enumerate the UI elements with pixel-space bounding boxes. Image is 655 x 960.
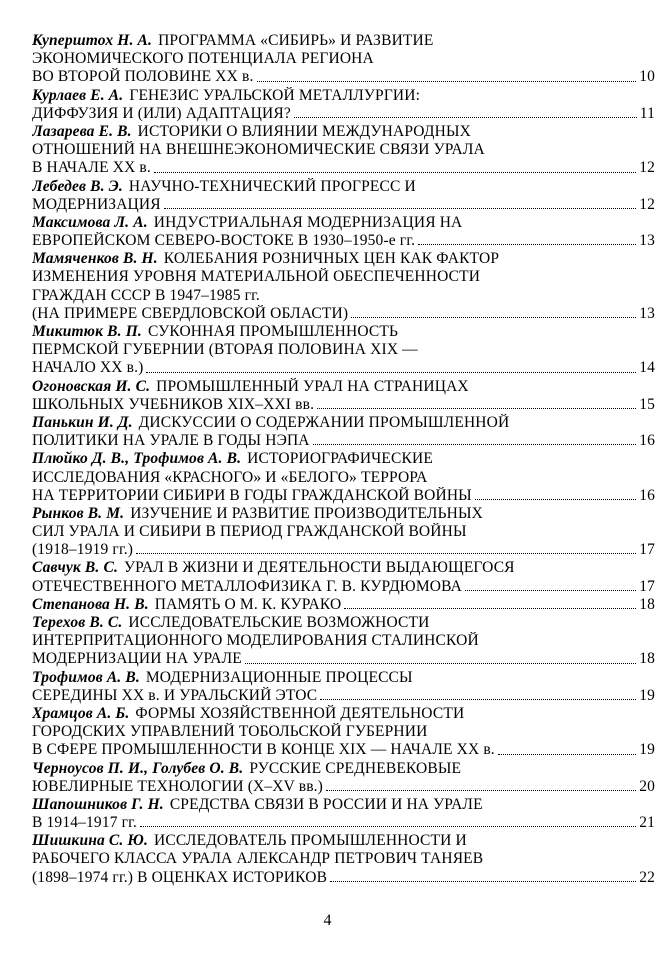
dot-leader (317, 396, 636, 409)
toc-title-text: ДИФФУЗИЯ И (ИЛИ) АДАПТАЦИЯ? (32, 104, 291, 122)
toc-page-ref: 14 (639, 359, 655, 377)
toc-page-ref: 13 (639, 304, 655, 322)
toc-title-text: ИССЛЕДОВАТЕЛЬ ПРОМЫШЛЕННОСТИ И (153, 832, 467, 850)
dot-leader (475, 487, 636, 500)
toc-title-text: НАЧАЛО XX в.) (32, 359, 144, 377)
toc-title-text: МОДЕРНИЗАЦИИ НА УРАЛЕ (32, 650, 242, 668)
toc-page-ref: 16 (639, 432, 655, 450)
toc-entry-line (32, 687, 655, 705)
toc-author: Огоновская И. С. (32, 377, 151, 395)
toc-entry-line (32, 541, 655, 559)
toc-author: Шапошников Г. Н. (32, 795, 164, 813)
toc-title-text: НА ТЕРРИТОРИИ СИБИРИ В ГОДЫ ГРАЖДАНСКОЙ ВОЙНЫ (32, 486, 472, 504)
toc-entry-line (32, 196, 655, 214)
toc-page-ref: 17 (639, 541, 655, 559)
toc-title-text: В 1914–1917 гг. (32, 814, 137, 832)
toc-title-text: ГРАЖДАН СССР В 1947–1985 гг. (32, 286, 260, 304)
toc-entry-line (32, 778, 655, 796)
page-number: 4 (323, 912, 332, 929)
toc-title-text: ЭКОНОМИЧЕСКОГО ПОТЕНЦИАЛА РЕГИОНА (32, 50, 374, 68)
dot-leader (245, 650, 636, 663)
dot-leader (294, 105, 637, 118)
toc-title-text: ИСТОРИКИ О ВЛИЯНИИ МЕЖДУНАРОДНЫХ (137, 122, 471, 140)
toc-title-text: ОТЕЧЕСТВЕННОГО МЕТАЛЛОФИЗИКА Г. В. КУРДЮМОВА (32, 577, 463, 595)
toc-entry (32, 378, 655, 414)
toc-author: Панькин И. Д. (32, 413, 133, 431)
toc-entry (32, 505, 655, 560)
toc-author: Савчук В. С. (32, 559, 118, 577)
toc-entry-text (32, 68, 254, 86)
toc-entry-text (32, 487, 472, 505)
toc-title-text: (1918–1919 гг.) (32, 541, 134, 559)
toc-entry (32, 705, 655, 760)
toc-entry-line (32, 32, 655, 50)
toc-title-text: ПРОМЫШЛЕННЫЙ УРАЛ НА СТРАНИЦАХ (156, 377, 469, 395)
toc-entry (32, 559, 655, 595)
toc-page-ref: 21 (639, 814, 655, 832)
toc-entry-line (32, 50, 655, 68)
toc-entry-text (32, 396, 314, 414)
toc-entry-line (32, 632, 655, 650)
toc-page-ref: 20 (639, 777, 655, 795)
dot-leader (465, 578, 636, 591)
toc-entry (32, 323, 655, 378)
toc-title-text: МОДЕРНИЗАЦИОННЫЕ ПРОЦЕССЫ (145, 668, 413, 686)
toc-title-text: ШКОЛЬНЫХ УЧЕБНИКОВ XIX–XXI вв. (32, 395, 315, 413)
toc-entry-line (32, 432, 655, 450)
toc-author: Плюйко Д. В., Трофимов А. В. (32, 450, 242, 468)
toc-author: Курлаев Е. А. (32, 86, 124, 104)
toc-title-text: СЕРЕДИНЫ XX в. И УРАЛЬСКИЙ ЭТОС (32, 686, 318, 704)
toc-entry-line (32, 141, 655, 159)
toc-author: Рынков В. М. (32, 504, 125, 522)
toc-title-text: КОЛЕБАНИЯ РОЗНИЧНЫХ ЦЕН КАК ФАКТОР (163, 250, 500, 268)
toc-title-text: ИНТЕРПРИТАЦИОННОГО МОДЕЛИРОВАНИЯ СТАЛИНСКОЙ (32, 632, 479, 650)
toc-entry-line (32, 178, 655, 196)
toc-entry-text (32, 650, 242, 668)
dot-leader (164, 196, 636, 209)
table-of-contents (32, 32, 655, 887)
toc-entry (32, 596, 655, 614)
toc-title-text: ИССЛЕДОВАТЕЛЬСКИЕ ВОЗМОЖНОСТИ (128, 614, 430, 631)
dot-leader (330, 869, 636, 882)
toc-title-text: НАУЧНО-ТЕХНИЧЕСКИЙ ПРОГРЕСС И (128, 177, 416, 195)
toc-entry-line (32, 850, 655, 868)
dot-leader (418, 232, 636, 245)
toc-entry-text (32, 105, 291, 123)
toc-entry (32, 250, 655, 323)
toc-page-ref: 13 (639, 232, 655, 250)
toc-title-text: ПЕРМСКОЙ ГУБЕРНИИ (ВТОРАЯ ПОЛОВИНА XIX — (32, 341, 418, 359)
toc-title-text: СУКОННАЯ ПРОМЫШЛЕННОСТЬ (147, 323, 399, 340)
dot-leader (498, 741, 636, 754)
toc-page-ref: 18 (639, 595, 655, 613)
toc-author: Шишкина С. Ю. (32, 832, 148, 850)
toc-author: Черноусов П. И., Голубев О. В. (32, 759, 244, 777)
toc-entry-line (32, 359, 655, 377)
toc-title-text: ЮВЕЛИРНЫЕ ТЕХНОЛОГИИ (X–XV вв.) (32, 777, 323, 795)
toc-author: Лазарева Е. В. (32, 122, 132, 140)
toc-title-text: ВО ВТОРОЙ ПОЛОВИНЕ XX в. (32, 68, 254, 86)
toc-title-text: ИЗУЧЕНИЕ И РАЗВИТИЕ ПРОИЗВОДИТЕЛЬНЫХ (130, 504, 483, 522)
toc-entry-text (32, 159, 151, 177)
toc-title-text: ДИСКУССИИ О СОДЕРЖАНИИ ПРОМЫШЛЕННОЙ (138, 413, 510, 431)
toc-entry-line (32, 505, 655, 523)
toc-title-text: ИСТОРИОГРАФИЧЕСКИЕ (247, 450, 433, 468)
toc-page-ref: 16 (639, 486, 655, 504)
toc-author: Лебедев В. Э. (32, 177, 123, 195)
toc-entry-text (32, 596, 341, 614)
toc-title-text: РУССКИЕ СРЕДНЕВЕКОВЫЕ (249, 759, 462, 777)
toc-author: Терехов В. С. (32, 614, 123, 631)
dot-leader (344, 596, 636, 609)
toc-entry-text (32, 741, 495, 759)
toc-author: Трофимов А. В. (32, 668, 140, 686)
toc-title-text: ГОРОДСКИХ УПРАВЛЕНИЙ ТОБОЛЬСКОЙ ГУБЕРНИИ (32, 723, 428, 741)
toc-title-text: ПОЛИТИКИ НА УРАЛЕ В ГОДЫ НЭПА (32, 432, 310, 450)
dot-leader (313, 432, 637, 445)
toc-entry (32, 760, 655, 796)
dot-leader (257, 68, 637, 81)
toc-entry (32, 214, 655, 250)
toc-title-text: (1898–1974 гг.) В ОЦЕНКАХ ИСТОРИКОВ (32, 868, 328, 886)
dot-leader (140, 814, 636, 827)
toc-entry-line (32, 232, 655, 250)
toc-entry (32, 614, 655, 669)
toc-title-text: ИНДУСТРИАЛЬНАЯ МОДЕРНИЗАЦИЯ НА (153, 213, 463, 231)
toc-title-text: (НА ПРИМЕРЕ СВЕРДЛОВСКОЙ ОБЛАСТИ) (32, 304, 349, 322)
dot-leader (154, 159, 636, 172)
toc-title-text: ФОРМЫ ХОЗЯЙСТВЕННОЙ ДЕЯТЕЛЬНОСТИ (135, 704, 465, 722)
toc-entry-line (32, 723, 655, 741)
toc-page-ref: 22 (639, 868, 655, 886)
toc-entry (32, 87, 655, 123)
toc-title-text: СИЛ УРАЛА И СИБИРИ В ПЕРИОД ГРАЖДАНСКОЙ ВОЙНЫ (32, 523, 467, 541)
toc-title-text: МОДЕРНИЗАЦИЯ (32, 195, 161, 213)
toc-entry (32, 669, 655, 705)
toc-page-ref: 19 (639, 686, 655, 704)
toc-entry-line (32, 741, 655, 759)
toc-page-ref: 12 (639, 195, 655, 213)
toc-title-text: СРЕДСТВА СВЯЗИ В РОССИИ И НА УРАЛЕ (169, 795, 483, 813)
toc-title-text: В НАЧАЛЕ XX в. (32, 159, 151, 177)
toc-title-text: ПАМЯТЬ О М. К. КУРАКО (154, 595, 342, 613)
toc-entry-text (32, 305, 348, 323)
toc-entry-line (32, 669, 655, 687)
toc-title-text: ИЗМЕНЕНИЯ УРОВНЯ МАТЕРИАЛЬНОЙ ОБЕСПЕЧЕННОСТИ (32, 268, 481, 286)
toc-entry-line (32, 705, 655, 723)
toc-entry-text (32, 541, 133, 559)
toc-entry-line (32, 250, 655, 268)
toc-page-ref: 15 (639, 395, 655, 413)
toc-entry-line (32, 614, 655, 632)
toc-entry-line (32, 814, 655, 832)
toc-title-text: ГЕНЕЗИС УРАЛЬСКОЙ МЕТАЛЛУРГИИ: (129, 86, 421, 104)
toc-page-ref: 10 (639, 68, 655, 86)
dot-leader (146, 359, 636, 372)
toc-entry-line (32, 87, 655, 105)
toc-entry-line (32, 105, 655, 123)
dot-leader (320, 687, 636, 700)
toc-entry-line (32, 596, 655, 614)
toc-entry-text (32, 578, 462, 596)
toc-entry (32, 123, 655, 178)
toc-entry-line (32, 341, 655, 359)
toc-entry-line (32, 832, 655, 850)
toc-title-text: ОТНОШЕНИЙ НА ВНЕШНЕЭКОНОМИЧЕСКИЕ СВЯЗИ УРАЛА (32, 141, 485, 159)
toc-entry-line (32, 487, 655, 505)
toc-entry-line (32, 796, 655, 814)
toc-page-ref: 12 (639, 159, 655, 177)
toc-entry-line (32, 760, 655, 778)
toc-entry (32, 796, 655, 832)
toc-entry-line (32, 469, 655, 487)
toc-entry-line (32, 396, 655, 414)
toc-author: Степанова Н. В. (32, 595, 149, 613)
toc-page-ref: 19 (639, 741, 655, 759)
toc-author: Максимова Л. А. (32, 213, 148, 231)
toc-entry-line (32, 214, 655, 232)
toc-page-ref: 18 (639, 650, 655, 668)
toc-entry-line (32, 305, 655, 323)
toc-entry-text (32, 869, 327, 887)
toc-author: Куперштох Н. А. (32, 32, 153, 49)
toc-entry-line (32, 650, 655, 668)
toc-entry (32, 414, 655, 450)
toc-page-ref: 11 (639, 104, 655, 122)
toc-entry (32, 32, 655, 87)
toc-entry-text (32, 196, 161, 214)
toc-author: Мамяченков В. Н. (32, 250, 158, 268)
toc-author: Микитюк В. П. (32, 323, 142, 340)
toc-entry-line (32, 869, 655, 887)
toc-entry-line (32, 123, 655, 141)
toc-entry-line (32, 414, 655, 432)
dot-leader (136, 541, 636, 554)
toc-entry-text (32, 359, 143, 377)
toc-entry-line (32, 559, 655, 577)
toc-title-text: В СФЕРЕ ПРОМЫШЛЕННОСТИ В КОНЦЕ XIX — НАЧАЛЕ XX в. (32, 741, 495, 759)
dot-leader (351, 305, 636, 318)
toc-entry (32, 450, 655, 505)
toc-entry-line (32, 323, 655, 341)
toc-entry-line (32, 578, 655, 596)
toc-entry-line (32, 523, 655, 541)
toc-author: Храмцов А. Б. (32, 704, 130, 722)
toc-title-text: УРАЛ В ЖИЗНИ И ДЕЯТЕЛЬНОСТИ ВЫДАЮЩЕГОСЯ (123, 559, 515, 577)
toc-title-text: РАБОЧЕГО КЛАССА УРАЛА АЛЕКСАНДР ПЕТРОВИЧ ТАНЯЕВ (32, 850, 484, 868)
toc-entry-line (32, 450, 655, 468)
toc-entry-line (32, 268, 655, 286)
toc-entry-text (32, 687, 317, 705)
toc-entry-text (32, 814, 137, 832)
toc-title-text: ПРОГРАММА «СИБИРЬ» И РАЗВИТИЕ (158, 32, 434, 49)
toc-entry-text (32, 432, 310, 450)
toc-page-ref: 17 (639, 577, 655, 595)
toc-entry (32, 832, 655, 887)
toc-title-text: ИССЛЕДОВАНИЯ «КРАСНОГО» И «БЕЛОГО» ТЕРРОРА (32, 468, 428, 486)
toc-entry-line (32, 287, 655, 305)
toc-entry-line (32, 159, 655, 177)
toc-entry-text (32, 232, 415, 250)
toc-entry-line (32, 68, 655, 86)
toc-title-text: ЕВРОПЕЙСКОМ СЕВЕРО-ВОСТОКЕ В 1930–1950-е гг. (32, 232, 416, 250)
dot-leader (326, 778, 636, 791)
toc-entry-text (32, 778, 323, 796)
toc-entry-line (32, 378, 655, 396)
toc-entry (32, 178, 655, 214)
